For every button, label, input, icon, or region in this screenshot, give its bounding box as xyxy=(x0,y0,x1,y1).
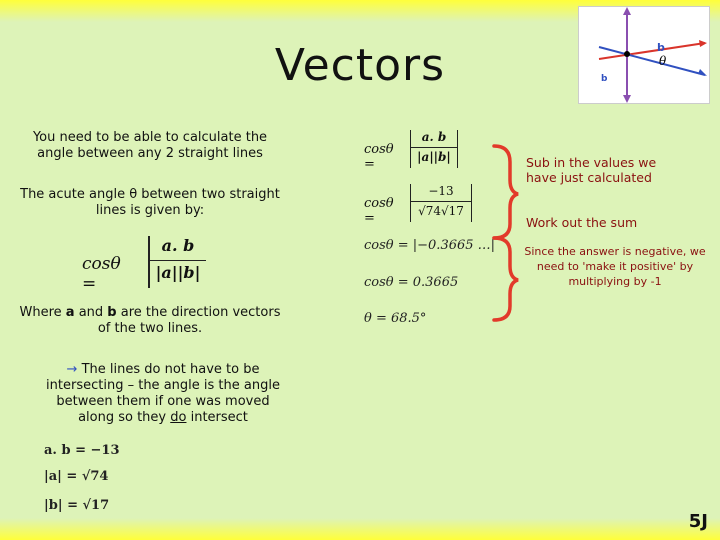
svg-text:b: b xyxy=(601,74,608,84)
page-label: 5J xyxy=(688,511,708,532)
diagram-label-theta: θ xyxy=(659,54,667,68)
step3-line: cosθ = |−0.3665 …| xyxy=(364,238,496,253)
vector-angle-diagram xyxy=(578,6,710,104)
acute-angle-text: The acute angle θ between two straight lines is given by: xyxy=(20,187,280,218)
step4-line: cosθ = 0.3665 xyxy=(364,275,459,290)
note-text xyxy=(40,362,286,426)
work-out-text: Work out the sum xyxy=(526,215,638,230)
where-prefix: Where xyxy=(19,305,66,320)
value-mag-b: |b| = √17 xyxy=(44,498,110,513)
step2-denominator: √74√17 xyxy=(418,204,464,218)
step1-numerator: a. b xyxy=(411,130,457,148)
formula-lhs: cosθ = xyxy=(82,254,121,294)
step1-fraction xyxy=(410,130,458,168)
step5-line: θ = 68.5° xyxy=(364,311,427,326)
note-after: intersect xyxy=(186,410,248,425)
value-mag-a: |a| = √74 xyxy=(44,469,109,484)
bottom-gradient-bar xyxy=(0,518,720,540)
diagram-label-b: b xyxy=(657,41,665,54)
step2-numerator: −13 xyxy=(411,184,471,202)
step1-denominator: |a||b| xyxy=(417,150,451,164)
brace-icon xyxy=(490,140,520,325)
where-suffix: are the direction vectors of the two lines. xyxy=(97,305,281,336)
where-b: b xyxy=(107,305,117,320)
step2-fraction xyxy=(410,184,472,222)
formula-numerator: a. b xyxy=(150,236,206,261)
where-a: a xyxy=(65,305,75,320)
value-dot-product: a. b = −13 xyxy=(44,443,120,458)
where-mid: and xyxy=(74,305,108,320)
step1-lhs: cosθ = xyxy=(364,142,394,172)
intro-text: You need to be able to calculate the angle between any 2 straight lines xyxy=(32,130,268,161)
where-text xyxy=(18,305,282,337)
sub-in-text: Sub in the values we have just calculated xyxy=(526,155,657,185)
negative-note-text: Since the answer is negative, we need to 'make it positive' by multiplying by -1 xyxy=(524,245,706,288)
formula-denominator: |a||b| xyxy=(155,263,201,282)
formula-fraction xyxy=(148,236,206,288)
note-before: The lines do not have to be intersecting – the angle is the angle between them if one was moved along so they xyxy=(46,362,280,425)
note-do: do xyxy=(170,410,187,425)
slide-title: Vectors xyxy=(274,40,446,91)
step2-lhs: cosθ = xyxy=(364,196,394,226)
arrow-icon: → xyxy=(66,362,78,377)
